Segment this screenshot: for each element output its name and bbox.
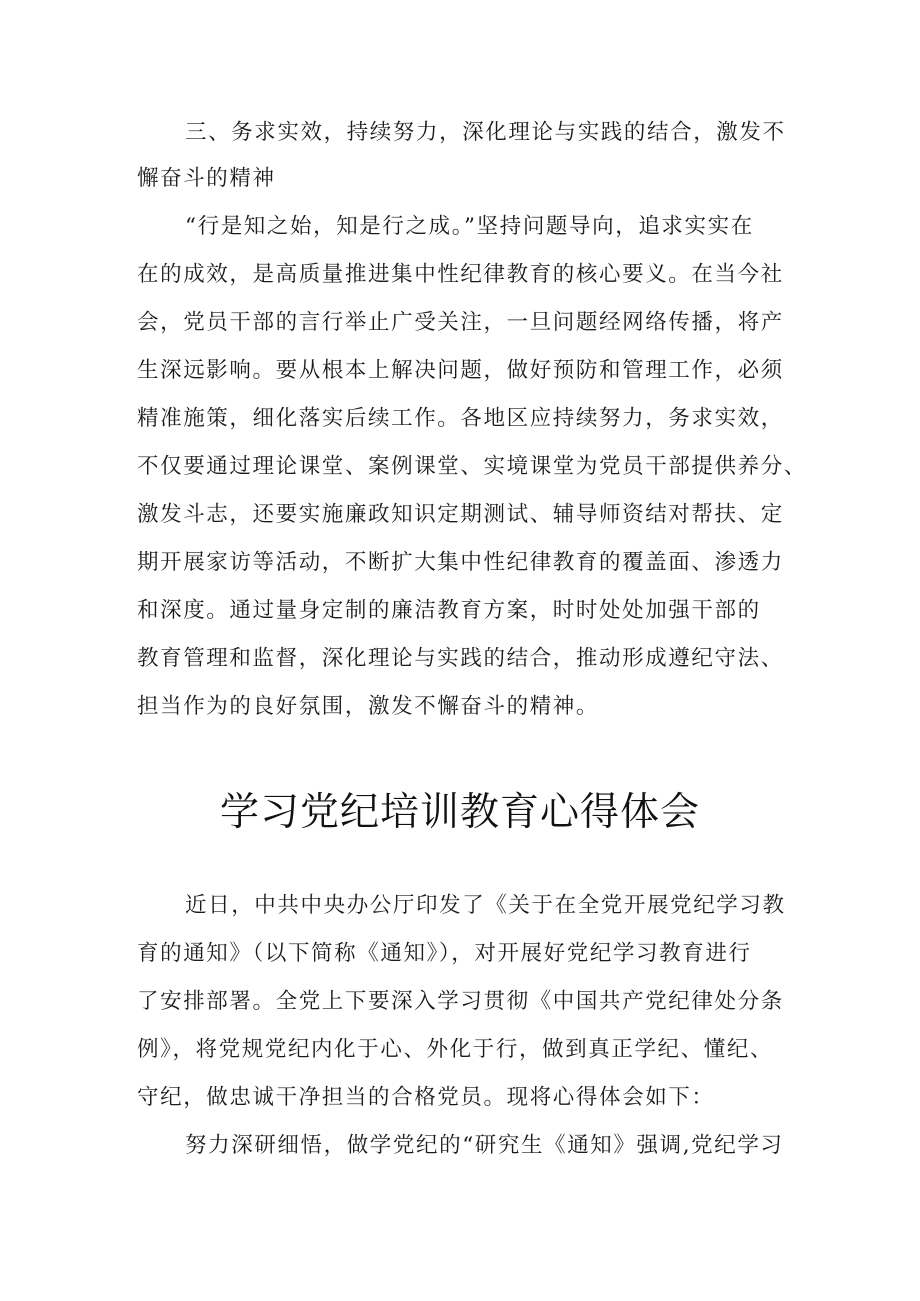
paragraph-line: 近日，中共中央办公厅印发了《关于在全党开展党纪学习教 [185, 893, 786, 918]
section-heading-line: 三、务求实效，持续努力，深化理论与实践的结合，激发不 [185, 120, 786, 145]
paragraph-line: 和深度。通过量身定制的廉洁教育方案，时时处处加强干部的 [137, 598, 761, 623]
paragraph-line: 育的通知》（以下简称《通知》），对开展好党纪学习教育进行 [137, 941, 752, 966]
paragraph-line: 担当作为的良好氛围，激发不懈奋斗的精神。 [137, 694, 600, 719]
paragraph-line: 了安排部署。全党上下要深入学习贯彻《中国共产党纪律处分条 [137, 989, 784, 1014]
paragraph-line: 生深远影响。要从根本上解决问题，做好预防和管理工作，必须 [137, 358, 784, 383]
paragraph-line: “行是知之始，知是行之成。”坚持问题导向，追求实实在 [185, 214, 754, 239]
paragraph-line: 精准施策，细化落实后续工作。各地区应持续努力，务求实效， [137, 406, 784, 431]
paragraph-line: 守纪，做忠诚干净担当的合格党员。现将心得体会如下： [137, 1085, 715, 1110]
paragraph-line: 不仅要通过理论课堂、案例课堂、实境课堂为党员干部提供养分、 [137, 454, 807, 479]
paragraph-line: 在的成效，是高质量推进集中性纪律教育的核心要义。在当今社 [137, 262, 784, 287]
paragraph-line: 例》，将党规党纪内化于心、外化于行，做到真正学纪、懂纪、 [137, 1037, 774, 1062]
section-heading-line: 懈奋斗的精神 [137, 166, 276, 191]
paragraph-line: 会，党员干部的言行举止广受关注，一旦问题经网络传播，将产 [137, 310, 784, 335]
paragraph-line: 期开展家访等活动，不断扩大集中性纪律教育的覆盖面、渗透力 [137, 550, 784, 575]
paragraph-line: 努力深研细悟，做学党纪的“研究生《通知》强调,党纪学习 [185, 1133, 784, 1158]
paragraph-line: 教育管理和监督，深化理论与实践的结合，推动形成遵纪守法、 [137, 646, 784, 671]
document-title: 学习党纪培训教育心得体会 [219, 790, 700, 835]
paragraph-line: 激发斗志，还要实施廉政知识定期测试、辅导师资结对帮扶、定 [137, 502, 784, 527]
